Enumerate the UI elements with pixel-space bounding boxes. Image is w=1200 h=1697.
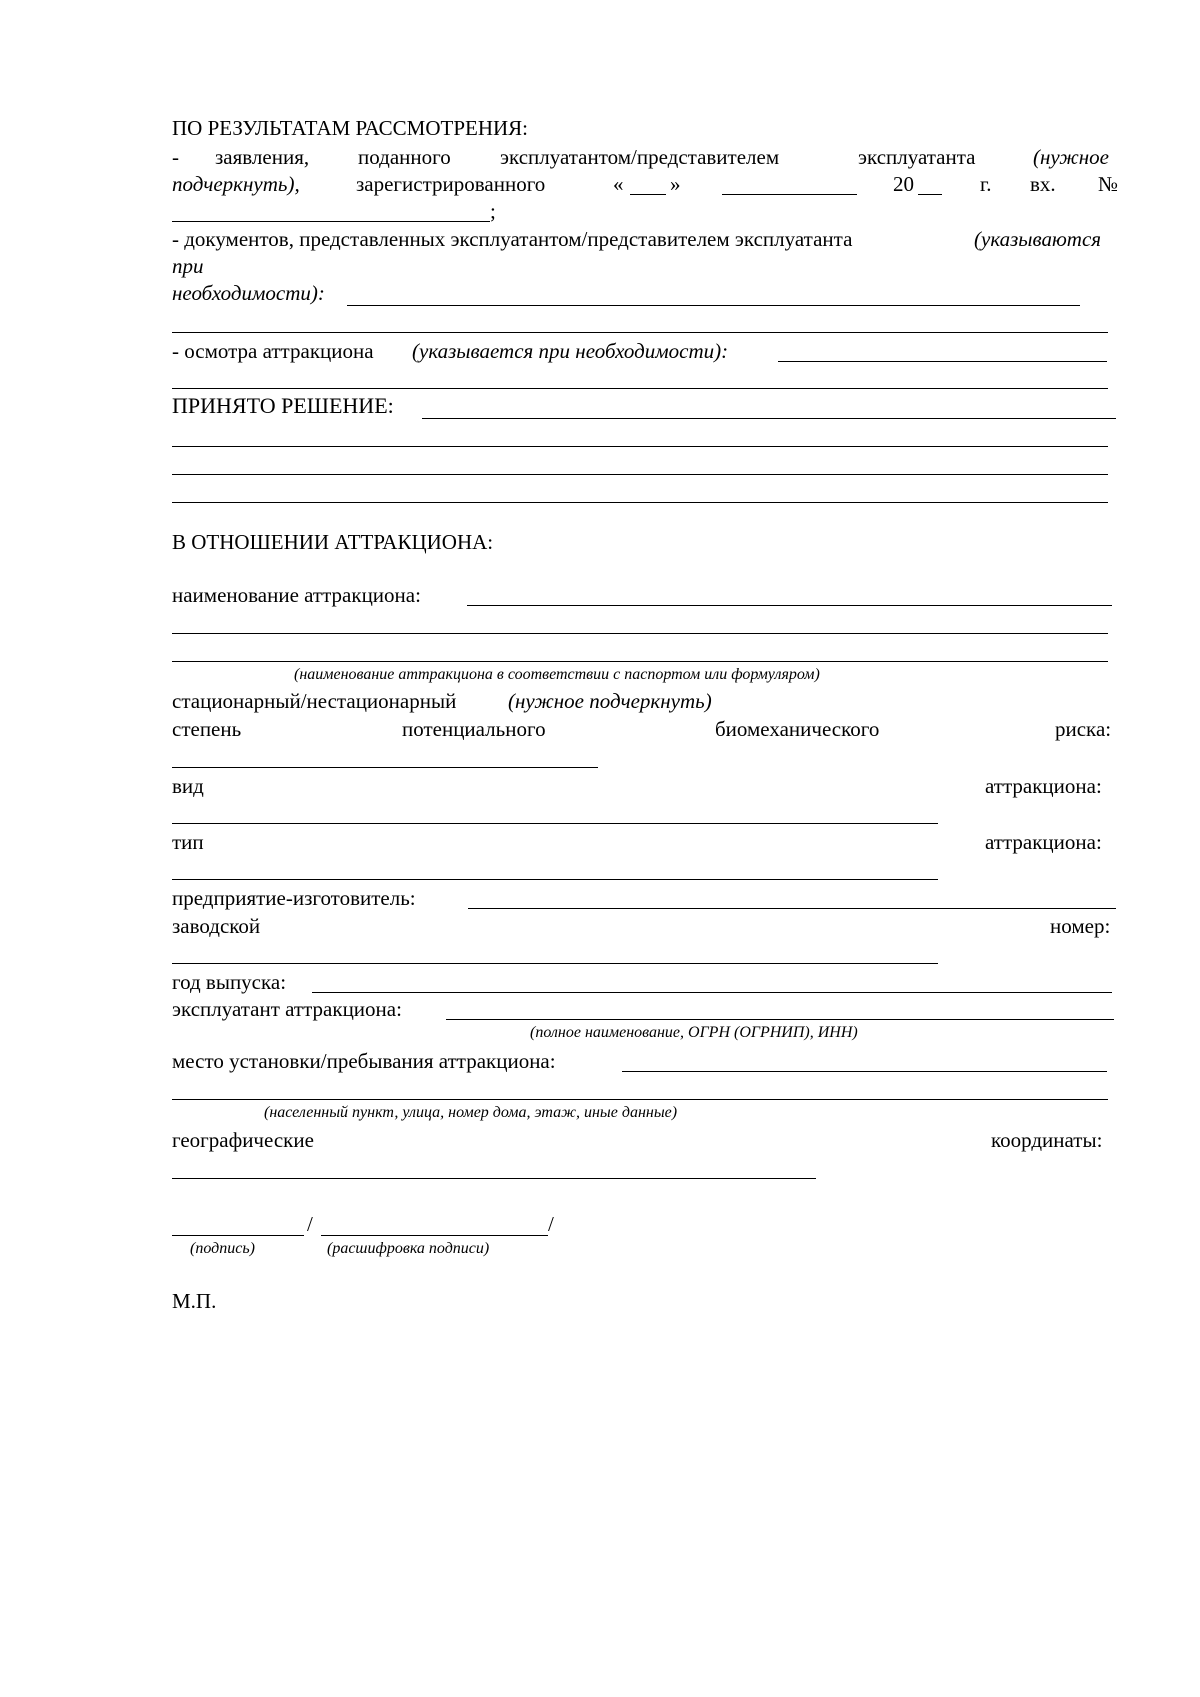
risk-word-1: степень — [172, 717, 242, 741]
type-blank[interactable] — [172, 879, 938, 880]
serial-blank[interactable] — [172, 963, 938, 964]
risk-word-4: риска: — [1055, 717, 1112, 741]
day-blank[interactable] — [630, 194, 666, 195]
inspection-blank-2[interactable] — [172, 388, 1108, 389]
year-suffix: г. — [980, 172, 992, 196]
quote-open: « — [613, 172, 624, 196]
documents-note-c: необходимости): — [172, 281, 325, 305]
coords-label: географические — [172, 1128, 314, 1152]
location-blank-2[interactable] — [172, 1099, 1108, 1100]
stationary-text: стационарный/нестационарный — [172, 689, 457, 713]
manufacturer-label: предприятие-изготовитель: — [172, 886, 416, 910]
kind-blank[interactable] — [172, 823, 938, 824]
year-prefix: 20 — [893, 172, 914, 196]
heading-ride: В ОТНОШЕНИИ АТТРАКЦИОНА: — [172, 530, 494, 554]
signature-hint: (подпись) — [190, 1240, 255, 1257]
stamp-place: М.П. — [172, 1289, 217, 1313]
quote-close: » — [670, 172, 681, 196]
year-label: год выпуска: — [172, 970, 287, 994]
app-word-3: эксплуатантом/представителем — [500, 145, 780, 169]
serial-label: заводской — [172, 914, 261, 938]
signature-blank[interactable] — [172, 1235, 304, 1236]
stationary-note: (нужное подчеркнуть) — [508, 689, 712, 713]
month-blank[interactable] — [722, 194, 857, 195]
signature-slash-2: / — [548, 1212, 554, 1236]
decision-blank-3[interactable] — [172, 474, 1108, 475]
app-registered: зарегистрированного — [356, 172, 546, 196]
decision-label: ПРИНЯТО РЕШЕНИЕ: — [172, 393, 394, 418]
type-label: тип — [172, 830, 204, 854]
app-word-4: эксплуатанта — [858, 145, 976, 169]
coords-suffix: координаты: — [991, 1128, 1103, 1152]
incoming-number-blank[interactable] — [172, 221, 490, 222]
documents-blank-1[interactable] — [347, 305, 1080, 306]
app-note-end: подчеркнуть), — [172, 172, 300, 196]
inspection-note: (указывается при необходимости): — [412, 339, 729, 363]
manufacturer-blank[interactable] — [468, 908, 1116, 909]
type-suffix: аттракциона: — [985, 830, 1102, 854]
risk-word-2: потенциального — [402, 717, 546, 741]
risk-word-3: биомеханического — [715, 717, 880, 741]
kind-suffix: аттракциона: — [985, 774, 1102, 798]
documents-blank-2[interactable] — [172, 332, 1108, 333]
year-blank[interactable] — [918, 194, 942, 195]
production-year-blank[interactable] — [312, 992, 1112, 993]
location-blank-1[interactable] — [622, 1071, 1107, 1072]
name-blank-1[interactable] — [467, 605, 1112, 606]
decision-blank-4[interactable] — [172, 502, 1108, 503]
app-word-2: поданного — [358, 145, 451, 169]
inspection-blank-1[interactable] — [778, 361, 1107, 362]
semicolon: ; — [490, 199, 496, 223]
decision-blank-2[interactable] — [172, 446, 1108, 447]
heading-review: ПО РЕЗУЛЬТАТАМ РАССМОТРЕНИЯ: — [172, 116, 529, 140]
operator-label: эксплуатант аттракциона: — [172, 997, 402, 1021]
coords-blank[interactable] — [172, 1178, 816, 1179]
location-hint: (населенный пункт, улица, номер дома, этаж, иные данные) — [264, 1104, 678, 1121]
app-word-1: заявления, — [215, 145, 310, 169]
inspection-text: - осмотра аттракциона — [172, 339, 374, 363]
location-label: место установки/пребывания аттракциона: — [172, 1049, 556, 1073]
documents-text: - документов, представленных эксплуатантом/представителем эксплуатанта — [172, 227, 853, 251]
serial-suffix: номер: — [1050, 914, 1111, 938]
documents-note-b: при — [172, 254, 204, 278]
number-sign: № — [1098, 172, 1119, 196]
signature-decode-hint: (расшифровка подписи) — [327, 1240, 490, 1257]
name-blank-2[interactable] — [172, 633, 1108, 634]
risk-blank[interactable] — [172, 767, 598, 768]
app-word-dash: - — [172, 145, 179, 169]
name-hint: (наименование аттракциона в соответствии с паспортом или формуляром) — [294, 666, 820, 683]
incoming-label: вх. — [1030, 172, 1056, 196]
decision-blank-1[interactable] — [422, 418, 1116, 419]
signature-slash-1: / — [307, 1212, 313, 1236]
app-note-start: (нужное — [1033, 145, 1109, 169]
signature-decode-blank[interactable] — [321, 1235, 548, 1236]
documents-note-a: (указываются — [974, 227, 1102, 251]
name-blank-3[interactable] — [172, 661, 1108, 662]
name-label: наименование аттракциона: — [172, 583, 421, 607]
operator-blank[interactable] — [446, 1019, 1114, 1020]
operator-hint: (полное наименование, ОГРН (ОГРНИП), ИНН) — [530, 1024, 858, 1041]
kind-label: вид — [172, 774, 204, 798]
